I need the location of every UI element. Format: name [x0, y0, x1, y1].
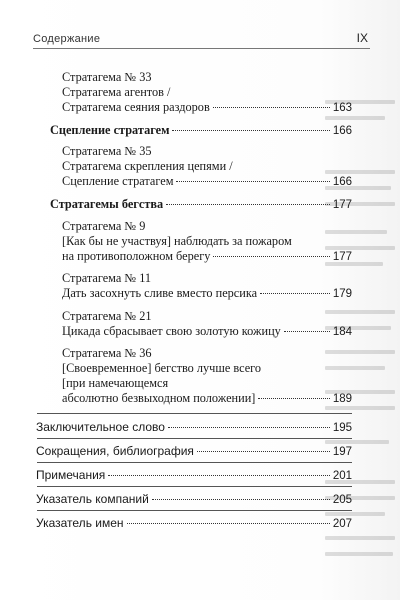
toc-entry-line — [62, 391, 352, 407]
toc-entry-title — [62, 70, 352, 85]
toc-page-number: 189 — [332, 393, 352, 405]
toc-entry-label: Стратагема сеяния раздоров — [62, 100, 210, 114]
toc-section-heading — [50, 197, 352, 213]
dot-leader — [168, 427, 330, 428]
toc-chapter-entry — [36, 468, 352, 484]
section-divider — [37, 438, 352, 439]
toc-chapter-label: Указатель компаний — [36, 492, 149, 506]
toc-entry-title — [62, 144, 352, 159]
section-divider — [37, 486, 352, 487]
dot-leader — [260, 293, 330, 294]
toc-page-number: 166 — [332, 176, 352, 188]
dot-leader — [213, 107, 330, 108]
toc-page-number: 177 — [332, 251, 352, 263]
toc-chapter-label: Указатель имен — [36, 516, 124, 530]
toc-entry-title — [62, 346, 352, 361]
toc-entry-line — [62, 85, 352, 100]
dot-leader — [176, 181, 329, 182]
toc-chapter-label: Сокращения, библиография — [36, 444, 194, 458]
toc-section-heading — [50, 123, 352, 139]
toc-chapter-entry — [36, 516, 352, 532]
toc-chapter-label: Заключительное слово — [36, 420, 165, 434]
dot-leader — [127, 523, 330, 524]
dot-leader — [213, 256, 329, 257]
toc-page-number: 201 — [332, 470, 352, 482]
toc-page-number: 205 — [332, 494, 352, 506]
toc-entry-label: абсолютно безвыходном положении] — [62, 391, 256, 405]
toc-entry-line — [62, 324, 352, 340]
toc-entry-title — [62, 271, 352, 286]
toc-chapter-entry — [36, 492, 352, 508]
toc-entry-line — [62, 361, 352, 376]
toc-entry-line — [62, 376, 352, 391]
toc-chapter-entry — [36, 444, 352, 460]
toc-entry-label: Стратагема № 33 — [62, 70, 152, 84]
toc-entry-label: Стратагема № 11 — [62, 271, 152, 285]
toc-page-number: 207 — [332, 518, 352, 530]
toc-heading-label: Сцепление стратагем — [50, 123, 170, 137]
dot-leader — [152, 499, 330, 500]
dot-leader — [284, 331, 330, 332]
toc-entry-line — [62, 286, 352, 302]
toc-entry-label: Стратагема скрепления цепями / — [62, 159, 233, 173]
toc-entry-label: Дать засохнуть сливе вместо персика — [62, 286, 258, 300]
toc-entry-label: [Как бы не участвуя] наблюдать за пожаром — [62, 234, 292, 248]
toc-page-number: 197 — [332, 446, 352, 458]
toc-entry-title — [62, 219, 352, 234]
toc-entry-line — [62, 249, 352, 265]
toc-entry-line — [62, 234, 352, 249]
page-number: IX — [356, 31, 368, 45]
toc-entry-label: Стратагема агентов / — [62, 85, 171, 99]
toc-page-number: 166 — [332, 125, 352, 137]
toc-entry-label: [при намечающемся — [62, 376, 169, 390]
toc-entry-label: Стратагема № 35 — [62, 144, 152, 158]
section-divider — [37, 510, 352, 511]
toc-page-number: 184 — [332, 326, 352, 338]
toc-entry-label: [Своевременное] бегство лучше всего — [62, 361, 262, 375]
toc-entry-title — [62, 309, 352, 324]
toc-page-number: 195 — [332, 422, 352, 434]
dot-leader — [166, 204, 330, 205]
toc-entry-label: Цикада сбрасывает свою золотую кожицу — [62, 324, 281, 338]
dot-leader — [197, 451, 330, 452]
toc-heading-label: Стратагемы бегства — [50, 197, 164, 211]
toc-chapter-entry — [36, 420, 352, 436]
section-divider — [37, 413, 352, 414]
toc-entry-label: Стратагема № 9 — [62, 219, 146, 233]
toc-page-number: 177 — [332, 199, 352, 211]
dot-leader — [108, 475, 330, 476]
toc-chapter-label: Примечания — [36, 468, 106, 482]
toc-entry-line — [62, 159, 352, 174]
toc-entry-line — [62, 100, 352, 116]
toc-entry-label: Стратагема № 21 — [62, 309, 152, 323]
section-divider — [37, 462, 352, 463]
toc-entry-line — [62, 174, 352, 190]
dot-leader — [258, 398, 329, 399]
toc-page-number: 163 — [332, 102, 352, 114]
toc-entry-label: на противоположном берегу — [62, 249, 211, 263]
toc-entry-label: Стратагема № 36 — [62, 346, 152, 360]
section-title: Содержание — [33, 33, 101, 45]
toc-page-number: 179 — [332, 288, 352, 300]
dot-leader — [172, 130, 329, 131]
toc-entry-label: Сцепление стратагем — [62, 174, 174, 188]
